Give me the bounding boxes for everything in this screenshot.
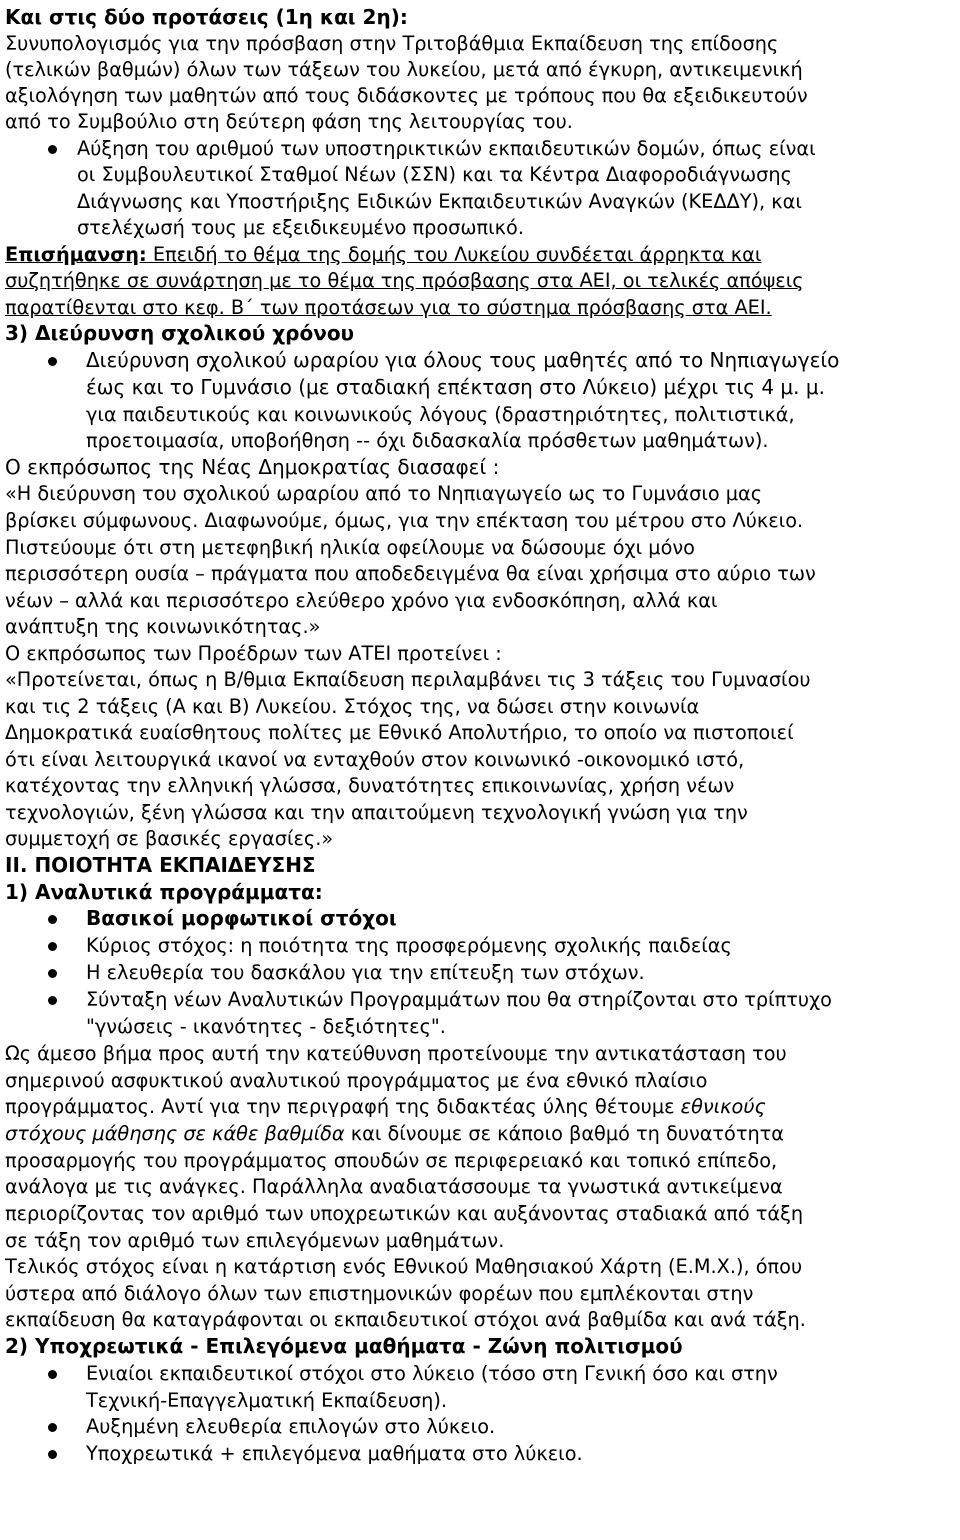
bullet-line: στελέχωσή τους με εξειδικευμένο προσωπικό.: [77, 216, 524, 239]
bullet-line: Αυξημένη ελευθερία επιλογών στο λύκειο.: [86, 1415, 496, 1438]
paragraph-line: αξιολόγηση των μαθητών από τους διδάσκοντες με τρόπους που θα εξειδικευτούν: [5, 84, 808, 107]
emphasis-text: στόχους μάθησης σε κάθε βαθμίδα: [5, 1122, 345, 1145]
paragraph-line: τεχνολογιών, ξένη γλώσσα και την απαιτούμενη τεχνολογική γνώση για την: [5, 801, 748, 824]
paragraph-line: περισσότερη ουσία – πράγματα που αποδεδειγμένα θα είναι χρήσιμα στο αύριο των: [5, 562, 816, 585]
paragraph-text: προγράμματος. Αντί για την περιγραφή της διδακτέας ύλης θέτουμε: [5, 1095, 681, 1118]
bullet-line: Ενιαίοι εκπαιδευτικοί στόχοι στο λύκειο (τόσο στη Γενική όσο και στην: [86, 1362, 778, 1385]
note-label: Επισήμανση:: [5, 243, 147, 266]
bullet-icon: [48, 1450, 57, 1459]
paragraph-line: «Προτείνεται, όπως η Β/θμια Εκπαίδευση περιλαμβάνει τις 3 τάξεις του Γυμνασίου: [5, 668, 811, 691]
note-line: συζητήθηκε σε συνάρτηση με το θέμα της πρόσβασης στα ΑΕΙ, οι τελικές απόψεις: [5, 269, 804, 292]
paragraph-line: Ο εκπρόσωπος της Νέας Δημοκρατίας διασαφεί :: [5, 455, 500, 479]
bullet-icon: [48, 357, 57, 366]
paragraph-line: βρίσκει σύμφωνους. Διαφωνούμε, όμως, για την επέκταση του μέτρου στο Λύκειο.: [5, 509, 804, 532]
paragraph-line: (τελικών βαθμών) όλων των τάξεων του λυκείου, μετά από έγκυρη, αντικειμενική: [5, 58, 803, 81]
bullet-line: Τεχνική-Επαγγελματική Εκπαίδευση).: [86, 1389, 448, 1412]
bullet-icon: [48, 145, 57, 154]
paragraph-line: από το Συμβούλιο στη δεύτερη φάση της λειτουργίας του.: [5, 110, 573, 133]
paragraph-line: σημερινού ασφυκτικού αναλυτικού προγράμματος με ένα εθνικό πλαίσιο: [5, 1069, 708, 1092]
note-line: παρατίθενται στο κεφ. Β΄ των προτάσεων για το σύστημα πρόσβασης στα ΑΕΙ.: [5, 296, 772, 319]
paragraph-line: Ως άμεσο βήμα προς αυτή την κατεύθυνση προτείνουμε την αντικατάσταση του: [5, 1042, 787, 1065]
emphasis-text: εθνικούς: [680, 1095, 766, 1118]
bullet-line: Αύξηση του αριθμού των υποστηρικτικών εκπαιδευτικών δομών, όπως είναι: [77, 137, 816, 160]
paragraph-line: [5, 1121, 784, 1146]
bullet-line: Κύριος στόχος: η ποιότητα της προσφερόμενης σχολικής παιδείας: [86, 934, 732, 957]
bullet-line: Σύνταξη νέων Αναλυτικών Προγραμμάτων που θα στηρίζονται στο τρίπτυχο: [86, 988, 832, 1011]
paragraph-line: κατέχοντας την ελληνική γλώσσα, δυνατότητες επικοινωνίας, χρήση νέων: [5, 774, 735, 797]
bullet-icon: [48, 942, 57, 951]
note-line: [5, 242, 761, 267]
bullet-icon: [48, 969, 57, 978]
bullet-line: Διάγνωσης και Υποστήριξης Ειδικών Εκπαιδευτικών Αναγκών (ΚΕΔΔΥ), και: [77, 190, 802, 213]
section-heading: 1) Αναλυτικά προγράμματα:: [5, 880, 323, 904]
bullet-line: Υποχρεωτικά + επιλεγόμενα μαθήματα στο λύκειο.: [86, 1442, 583, 1465]
paragraph-line: ανάπτυξη της κοινωνικότητας.»: [5, 615, 321, 638]
paragraph-line: Τελικός στόχος είναι η κατάρτιση ενός Εθνικού Μαθησιακού Χάρτη (Ε.Μ.Χ.), όπου: [5, 1255, 803, 1278]
bullet-line: Βασικοί μορφωτικοί στόχοι: [86, 906, 397, 930]
bullet-icon: [48, 1423, 57, 1432]
paragraph-line: περιορίζοντας τον αριθμό των υποχρεωτικών και αυξάνοντας σταδιακά από τάξη: [5, 1202, 804, 1225]
section-heading: ΙΙ. ΠΟΙΟΤΗΤΑ ΕΚΠΑΙΔΕΥΣΗΣ: [5, 853, 316, 877]
bullet-line: Η ελευθερία του δασκάλου για την επίτευξη των στόχων.: [86, 961, 645, 984]
bullet-line: "γνώσεις - ικανότητες - δεξιότητες".: [86, 1015, 446, 1038]
bullet-icon: [48, 915, 57, 924]
paragraph-line: ύστερα από διάλογο όλων των επιστημονικών φορέων που εμπλέκονται στην: [5, 1282, 754, 1305]
paragraph-line: ότι είναι λειτουργικά ικανοί να ενταχθούν στον κοινωνικό -οικονομικό ιστό,: [5, 748, 745, 771]
paragraph-line: «Η διεύρυνση του σχολικού ωραρίου από το Νηπιαγωγείο ως το Γυμνάσιο μας: [5, 482, 763, 505]
paragraph-text: και δίνουμε σε κάποιο βαθμό τη δυνατότητα: [344, 1122, 784, 1145]
bullet-line: προετοιμασία, υποβοήθηση -- όχι διδασκαλία πρόσθετων μαθημάτων).: [86, 429, 769, 452]
section-heading: Και στις δύο προτάσεις (1η και 2η):: [5, 5, 408, 29]
paragraph-line: Συνυπολογισμός για την πρόσβαση στην Τριτοβάθμια Εκπαίδευση της επίδοσης: [5, 32, 779, 55]
bullet-icon: [48, 1370, 57, 1379]
bullet-line: για παιδευτικούς και κοινωνικούς λόγους (δραστηριότητες, πολιτιστικά,: [86, 403, 795, 426]
note-text: Επειδή το θέμα της δομής του Λυκείου συνδέεται άρρηκτα και: [146, 243, 762, 266]
section-heading: 3) Διεύρυνση σχολικού χρόνου: [5, 321, 355, 345]
paragraph-line: σε τάξη τον αριθμό των επιλεγόμενων μαθημάτων.: [5, 1229, 505, 1252]
paragraph-line: συμμετοχή σε βασικές εργασίες.»: [5, 827, 334, 850]
paragraph-line: Ο εκπρόσωπος των Προέδρων των ΑΤΕΙ προτείνει :: [5, 642, 502, 665]
bullet-line: οι Συμβουλευτικοί Σταθμοί Νέων (ΣΣΝ) και τα Κέντρα Διαφοροδιάγνωσης: [77, 163, 792, 186]
paragraph-line: Πιστεύουμε ότι στη μετεφηβική ηλικία οφείλουμε να δώσουμε όχι μόνο: [5, 536, 695, 559]
bullet-line: έως και το Γυμνάσιο (με σταδιακή επέκταση στο Λύκειο) μέχρι τις 4 μ. μ.: [86, 375, 825, 399]
section-heading: 2) Υποχρεωτικά - Επιλεγόμενα μαθήματα - Ζώνη πολιτισμού: [5, 1334, 683, 1358]
paragraph-line: και τις 2 τάξεις (Α και Β) Λυκείου. Στόχος της, να δώσει στην κοινωνία: [5, 695, 700, 718]
paragraph-line: ανάλογα με τις ανάγκες. Παράλληλα αναδιατάσσουμε τα γνωστικά αντικείμενα: [5, 1175, 783, 1198]
paragraph-line: [5, 1094, 766, 1119]
paragraph-line: εκπαίδευση θα καταγράφονται οι εκπαιδευτικοί στόχοι ανά βαθμίδα και ανά τάξη.: [5, 1308, 806, 1331]
paragraph-line: Δημοκρατικά ευαίσθητους πολίτες με Εθνικό Απολυτήριο, το οποίο να πιστοποιεί: [5, 721, 794, 744]
paragraph-line: νέων – αλλά και περισσότερο ελεύθερο χρόνο για ενδοσκόπηση, αλλά και: [5, 589, 718, 612]
bullet-line: Διεύρυνση σχολικού ωραρίου για όλους τους μαθητές από το Νηπιαγωγείο: [86, 348, 840, 372]
paragraph-line: προσαρμογής του προγράμματος σπουδών σε περιφερειακό και τοπικό επίπεδο,: [5, 1149, 778, 1172]
bullet-icon: [48, 996, 57, 1005]
